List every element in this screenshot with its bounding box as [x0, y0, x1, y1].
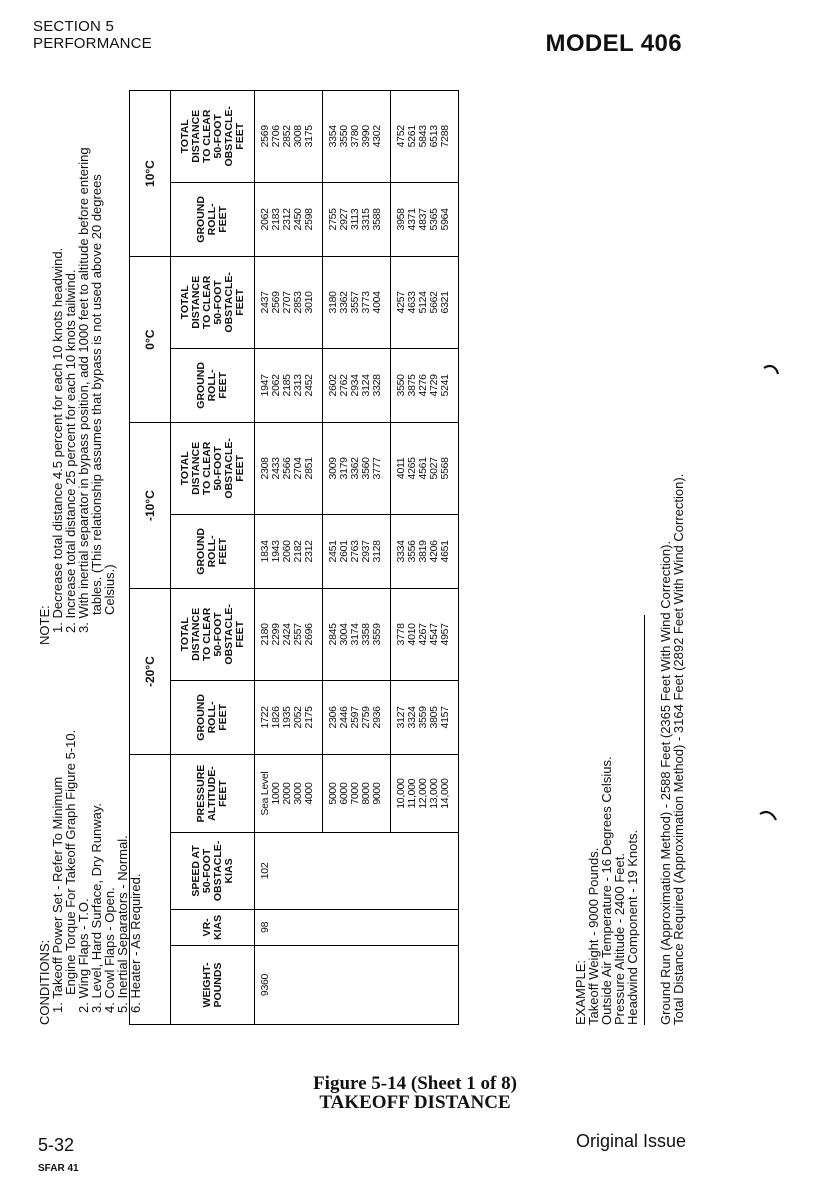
condition-item: 6. Heater - As Required. — [128, 873, 143, 1013]
data-cell: 2180 2299 2424 2557 2696 — [255, 589, 323, 680]
total-distance-header: TOTAL DISTANCE TO CLEAR 50-FOOT OBSTACLE- FEET — [171, 257, 255, 348]
temp-header: 10°C — [130, 91, 171, 257]
vr-header: VR- KIAS — [171, 909, 255, 945]
speed-cell: 102 — [255, 833, 459, 910]
note-block — [38, 147, 116, 645]
blank-header-cell — [130, 755, 171, 1025]
example-block — [574, 756, 639, 1025]
condition-item: 2. Wing Flaps - T.O. — [76, 898, 91, 1013]
altitude-header: PRESSURE ALTITUDE- FEET — [171, 755, 255, 833]
takeoff-distance-table — [129, 90, 459, 1025]
figure-caption: Figure 5-14 (Sheet 1 of 8) — [313, 1073, 517, 1094]
total-distance-header: TOTAL DISTANCE TO CLEAR 50-FOOT OBSTACLE- FEET — [171, 589, 255, 680]
binding-mark — [760, 360, 780, 390]
altitude-cell: Sea Level 1000 2000 3000 4000 — [255, 755, 323, 833]
data-cell: 4752 5261 5843 6513 7288 — [391, 91, 459, 183]
conditions-block — [38, 730, 142, 1025]
sfar-label: SFAR 41 — [38, 1163, 79, 1174]
example-title: EXAMPLE: — [573, 959, 588, 1025]
data-cell: 2845 3004 3174 3358 3559 — [323, 589, 391, 680]
temp-header: -20°C — [130, 589, 171, 755]
figure-title: TAKEOFF DISTANCE — [319, 1092, 511, 1113]
note-line: Celsius.) — [102, 564, 117, 615]
example-line: Headwind Component - 19 Knots. — [625, 829, 640, 1025]
ground-roll-header: GROUND ROLL- FEET — [171, 680, 255, 755]
result-line: Total Distance Required (Approximation Method) - 3164 Feet (2892 Feet With Wind Correction). — [671, 473, 686, 1025]
data-cell: 4011 4265 4561 5027 5568 — [391, 423, 459, 514]
condition-item: 5. Inertial Separators - Normal. — [115, 835, 130, 1013]
example-line: Pressure Altitude - 2400 Feet. — [612, 853, 627, 1025]
data-cell: 2602 2762 2934 3124 3328 — [323, 348, 391, 423]
vr-cell: 98 — [255, 909, 459, 945]
condition-item: 4. Cowl Flaps - Open. — [102, 887, 117, 1013]
total-distance-header: TOTAL DISTANCE TO CLEAR 50-FOOT OBSTACLE- FEET — [171, 91, 255, 183]
altitude-cell: 5000 6000 7000 8000 9000 — [323, 755, 391, 833]
condition-item: Engine Torque For Takeoff Graph Figure 5-10. — [63, 729, 78, 995]
table-row — [255, 91, 323, 1025]
data-cell: 3958 4371 4837 5365 5964 — [391, 182, 459, 257]
data-cell: 2062 2183 2312 2450 2598 — [255, 182, 323, 257]
data-cell: 2755 2927 3113 3315 3588 — [323, 182, 391, 257]
data-cell: 2451 2601 2763 2937 3128 — [323, 514, 391, 589]
data-cell: 3550 3875 4276 4729 5241 — [391, 348, 459, 423]
rotated-chart-page — [34, 65, 724, 1055]
data-cell: 3180 3362 3557 3773 4004 — [323, 257, 391, 348]
data-cell: 4257 4633 5124 5662 6321 — [391, 257, 459, 348]
condition-item: 1. Takeoff Power Set - Refer To Minimum — [50, 776, 65, 1013]
column-header-row — [171, 91, 255, 1025]
note-line: 2. Increase total distance 25 percent for each 10 knots tailwind. — [63, 269, 78, 633]
data-cell: 3009 3179 3362 3560 3777 — [323, 423, 391, 514]
data-cell: 2308 2433 2566 2704 2851 — [255, 423, 323, 514]
binding-mark — [756, 800, 780, 830]
data-cell: 1834 1943 2060 2182 2312 — [255, 514, 323, 589]
example-divider — [644, 615, 645, 1025]
data-cell: 2569 2706 2852 3008 3175 — [255, 91, 323, 183]
section-heading — [33, 18, 152, 52]
page-number: 5-32 — [38, 1135, 75, 1155]
ground-roll-header: GROUND ROLL- FEET — [171, 514, 255, 589]
weight-cell: 9360 — [255, 945, 459, 1024]
note-line: 1. Decrease total distance 4.5 percent for each 10 knots headwind. — [50, 247, 65, 633]
example-line: Outside Air Temperature - 16 Degrees Celsius. — [599, 756, 614, 1025]
temperature-header-row — [130, 91, 171, 1025]
condition-item: 3. Level, Hard Surface, Dry Runway. — [89, 802, 104, 1013]
example-results — [659, 474, 685, 1025]
altitude-cell: 10,000 11,000 12,000 13,000 14,000 — [391, 755, 459, 833]
model-title: MODEL 406 — [545, 30, 682, 57]
weight-header: WEIGHT- POUNDS — [171, 945, 255, 1024]
section-number: SECTION 5 — [33, 18, 114, 35]
conditions-title: CONDITIONS: — [37, 939, 52, 1025]
data-cell: 3354 3550 3780 3990 4302 — [323, 91, 391, 183]
ground-roll-header: GROUND ROLL- FEET — [171, 182, 255, 257]
data-cell: 1947 2062 2185 2313 2452 — [255, 348, 323, 423]
note-line: tables. (This relationship assumes that bypass is not used above 20 degrees — [89, 174, 104, 615]
ground-roll-header: GROUND ROLL- FEET — [171, 348, 255, 423]
temp-header: -10°C — [130, 423, 171, 589]
total-distance-header: TOTAL DISTANCE TO CLEAR 50-FOOT OBSTACLE- FEET — [171, 423, 255, 514]
data-cell: 3334 3556 3819 4206 4651 — [391, 514, 459, 589]
result-line: Ground Run (Approximation Method) - 2588 Feet (2365 Feet With Wind Correction). — [658, 540, 673, 1025]
data-cell: 2306 2446 2597 2759 2936 — [323, 680, 391, 755]
note-title: NOTE: — [37, 605, 52, 645]
data-cell: 3127 3324 3559 3805 4157 — [391, 680, 459, 755]
section-title: PERFORMANCE — [33, 35, 152, 52]
example-line: Takeoff Weight - 9000 Pounds. — [586, 847, 601, 1025]
note-line: 3. With inertial separator in bypass position, add 1000 feet to altitude before entering — [76, 147, 91, 633]
temp-header: 0°C — [130, 257, 171, 423]
data-cell: 2437 2569 2707 2853 3010 — [255, 257, 323, 348]
speed-header: SPEED AT 50-FOOT OBSTACLE- KIAS — [171, 833, 255, 910]
issue-label: Original Issue — [576, 1131, 687, 1151]
data-cell: 1722 1826 1935 2052 2175 — [255, 680, 323, 755]
data-cell: 3778 4010 4267 4547 4957 — [391, 589, 459, 680]
